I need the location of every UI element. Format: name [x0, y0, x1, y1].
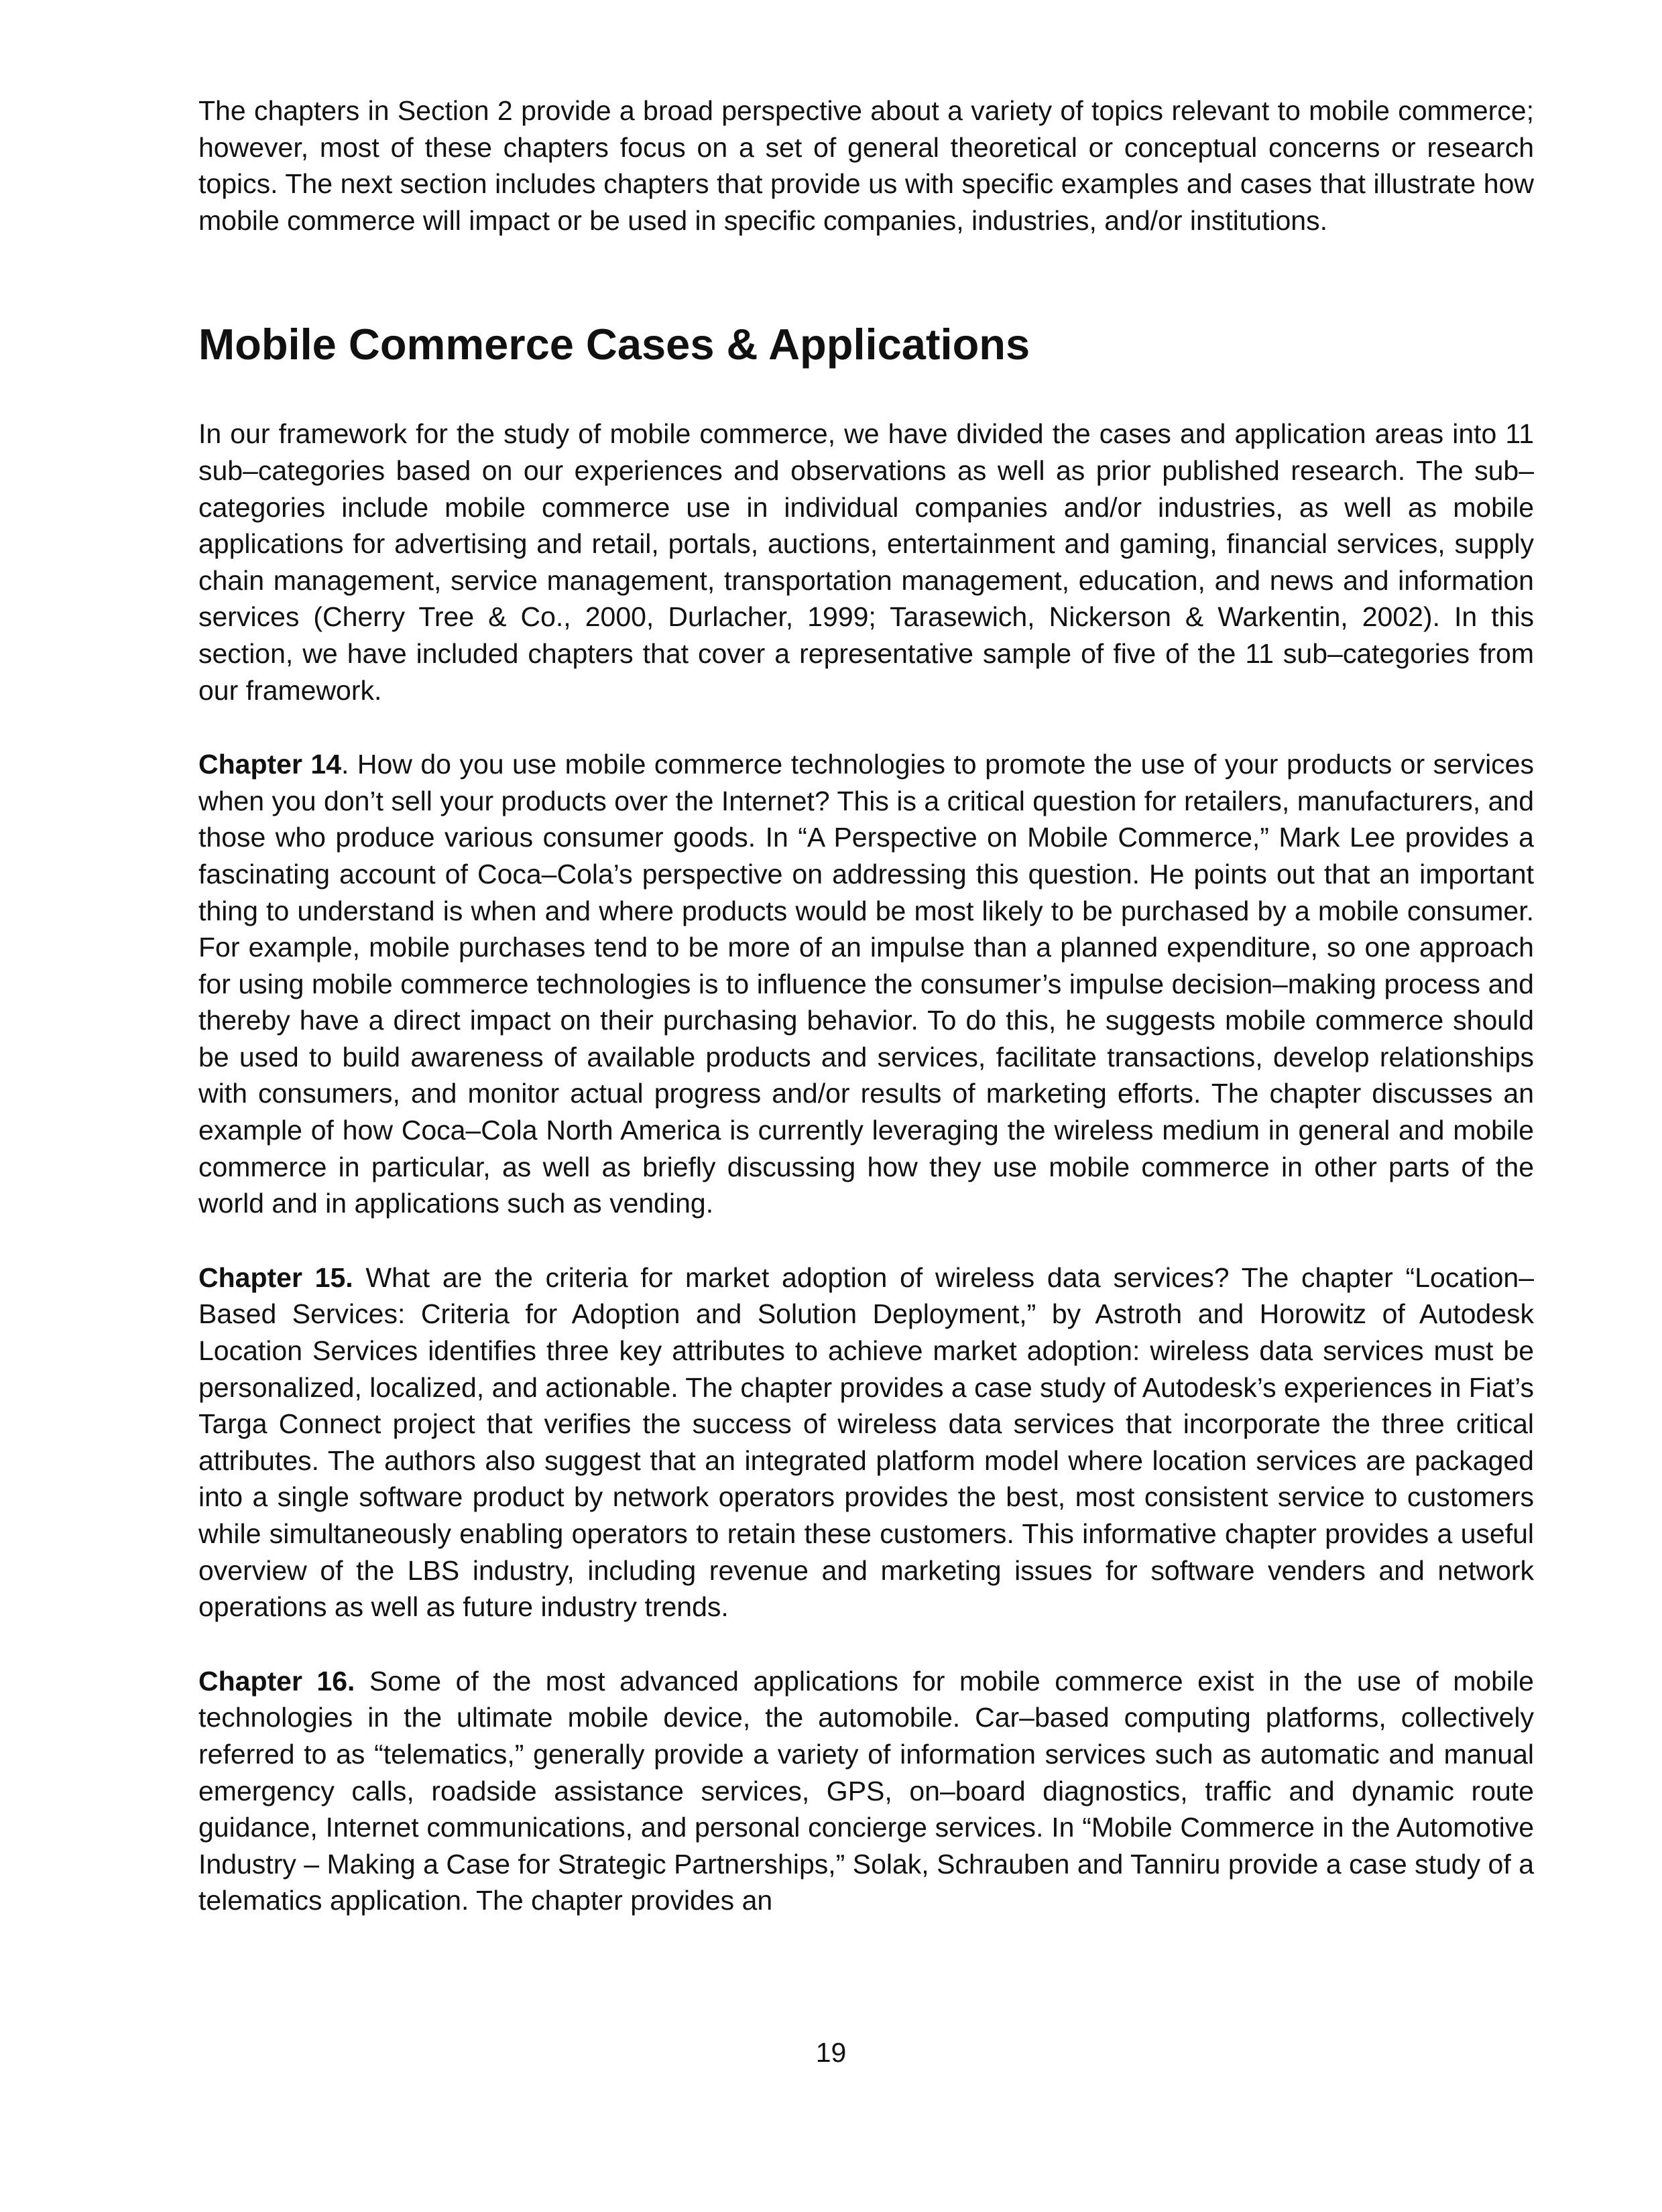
chapter-16-paragraph	[198, 1663, 1534, 1919]
chapter-14-paragraph	[198, 746, 1534, 1222]
chapter-15-label: Chapter 15.	[198, 1262, 353, 1293]
chapter-14-label: Chapter 14	[198, 749, 341, 780]
section-heading: Mobile Commerce Cases & Applications	[198, 320, 1030, 369]
intro-paragraph: The chapters in Section 2 provide a broad perspective about a variety of topics relevant to mobile commerce; however, most of these chapters focus on a set of general theoretical or conceptual concerns or research topics. The next section includes chapters that provide us with specific examples and cases that illustrate how mobile commerce will impact or be used in specific companies, industries, and/or institutions.	[198, 95, 1534, 236]
chapter-15-paragraph	[198, 1259, 1534, 1625]
page-number: 19	[815, 2037, 847, 2068]
page-body	[198, 93, 1534, 1957]
framework-paragraph: In our framework for the study of mobile commerce, we have divided the cases and application areas into 11 sub–categories based on our experiences and observations as well as prior published research. The sub–categories include mobile commerce use in individual companies and/or industries, as well as mobile applications for advertising and retail, portals, auctions, entertainment and gaming, financial services, supply chain management, service management, transportation management, education, and news and information services (Cherry Tree & Co., 2000, Durlacher, 1999; Tarasewich, Nickerson & Warkentin, 2002). In this section, we have included chapters that cover a representative sample of five of the 11 sub–categories from our framework.	[198, 418, 1534, 706]
chapter-16-label: Chapter 16.	[198, 1665, 355, 1697]
chapter-15-text: What are the criteria for market adoption of wireless data services? The chapter “Location–Based Services: Criteria for Adoption and Solution Deployment,” by Astroth and Horowitz of Autodesk Location Services identifies three key attributes to achieve market adoption: wireless data services must be personalized, localized, and actionable. The chapter provides a case study of Autodesk’s experiences in Fiat’s Targa Connect project that verifies the success of wireless data services that incorporate the three critical attributes. The authors also suggest that an integrated platform model where location services are packaged into a single software product by network operators provides the best, most consistent service to customers while simultaneously enabling operators to retain these customers. This informative chapter provides a useful overview of the LBS industry, including revenue and marketing issues for software venders and network operations as well as future industry trends.	[198, 1262, 1534, 1623]
chapter-14-text: . How do you use mobile commerce technologies to promote the use of your products or services when you don’t sell your products over the Internet? This is a critical question for retailers, manufacturers, and those who produce various consumer goods. In “A Perspective on Mobile Commerce,” Mark Lee provides a fascinating account of Coca–Cola’s perspective on addressing this question. He points out that an important thing to understand is when and where products would be most likely to be purchased by a mobile consumer. For example, mobile purchases tend to be more of an impulse than a planned expenditure, so one approach for using mobile commerce technologies is to influence the consumer’s impulse decision–making process and thereby have a direct impact on their purchasing behavior. To do this, he suggests mobile commerce should be used to build awareness of available products and services, facilitate transactions, develop relationships with consumers, and monitor actual progress and/or results of marketing efforts. The chapter discusses an example of how Coca–Cola North America is currently leveraging the wireless medium in general and mobile commerce in particular, as well as briefly discussing how they use mobile commerce in other parts of the world and in applications such as vending.	[198, 749, 1534, 1219]
chapter-16-text: Some of the most advanced applications for mobile commerce exist in the use of mobile technologies in the ultimate mobile device, the automobile. Car–based computing platforms, collectively referred to as “telematics,” generally provide a variety of information services such as automatic and manual emergency calls, roadside assistance services, GPS, on–board diagnostics, traffic and dynamic route guidance, Internet communications, and personal concierge services. In “Mobile Commerce in the Automotive Industry – Making a Case for Strategic Partnerships,” Solak, Schrauben and Tanniru provide a case study of a telematics application. The chapter provides an	[198, 1665, 1534, 1916]
